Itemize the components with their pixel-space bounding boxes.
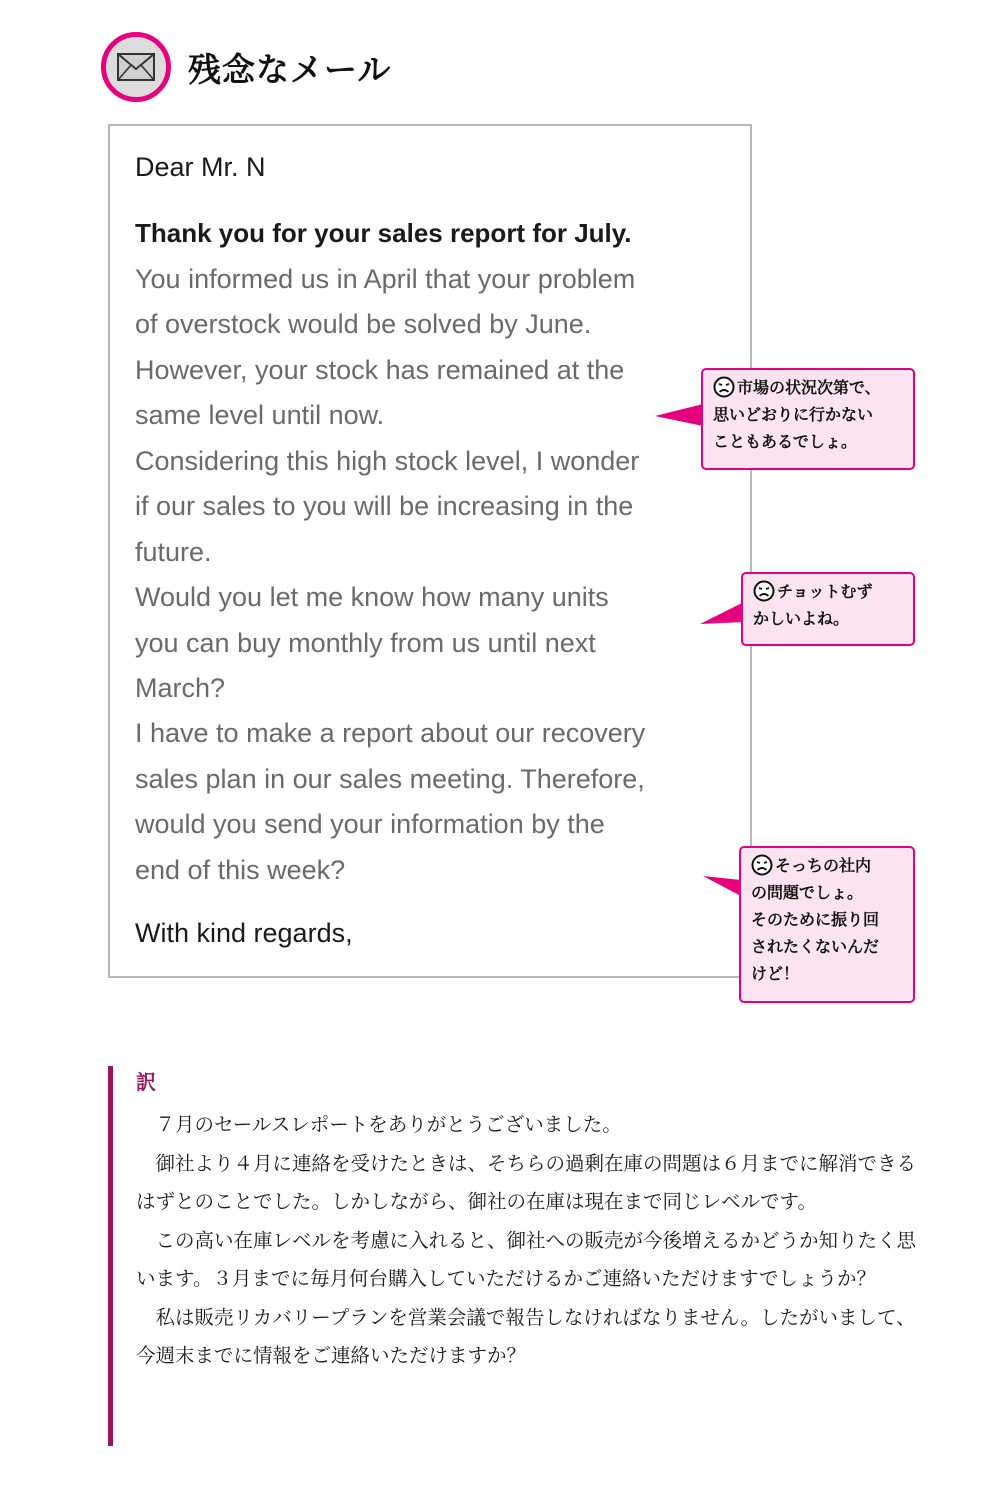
callout-text: されたくないんだ [751, 937, 880, 956]
callout-text: の問題でしょ。 [751, 883, 864, 902]
callout-text: けど！ [751, 964, 800, 983]
callout-text: チョットむず [777, 582, 873, 601]
callout-comment-3 [739, 846, 915, 1003]
email-body-line: would you send your information by the [135, 809, 605, 839]
callout-text: こともあるでしょ。 [713, 432, 857, 451]
email-opening-line: Thank you for your sales report for July. [135, 218, 632, 248]
translation-label: 訳 [136, 1070, 156, 1094]
callout-text: 思いどおりに行かない [713, 405, 874, 424]
email-body-line: I have to make a report about our recovery [135, 718, 646, 748]
email-body-line: However, your stock has remained at the [135, 355, 625, 385]
email-body-line: You informed us in April that your problem [135, 264, 636, 294]
callout-text: そっちの社内 [775, 856, 872, 875]
envelope-icon-badge [101, 32, 171, 102]
translation-paragraph: この高い在庫レベルを考慮に入れると、御社への販売が今後増えるかどうか知りたく思います。３月までに毎月何台購入していただけるかご連絡いただけますでしょうか？ [136, 1228, 917, 1290]
email-body-line: you can buy monthly from us until next [135, 628, 596, 658]
translation-text [136, 1106, 916, 1376]
callout-pointer [700, 600, 746, 626]
email-closing: With kind regards, [135, 918, 353, 948]
translation-paragraph: ７月のセールスレポートをありがとうございました。 [155, 1113, 622, 1136]
email-body-line: end of this week? [135, 855, 346, 885]
email-body-line: same level until now. [135, 400, 385, 430]
translation-paragraph: 御社より４月に連絡を受けたときは、そちらの過剰在庫の問題は６月までに解消できるはずとのことでした。しかしながら、御社の在庫は現在まで同じレベルです。 [136, 1151, 917, 1213]
translation-paragraph: 私は販売リカバリープランを営業会議で報告しなければなりません。したがいまして、今週末までに情報をご連絡いただけますか？ [136, 1305, 916, 1367]
translation-accent-bar [108, 1066, 113, 1446]
callout-comment-1 [701, 368, 915, 470]
frown-face-icon [751, 854, 773, 876]
callout-text: そのために振り回 [751, 910, 880, 929]
callout-text: かしいよね。 [753, 609, 850, 628]
email-body-line: of overstock would be solved by June. [135, 309, 592, 339]
email-body-line: future. [135, 537, 212, 567]
callout-pointer [703, 872, 743, 898]
frown-face-icon [713, 376, 735, 398]
callout-pointer [655, 402, 705, 428]
envelope-icon [117, 53, 155, 81]
email-body-line: Considering this high stock level, I wonder [135, 446, 640, 476]
email-body-line: sales plan in our sales meeting. Therefore, [135, 764, 645, 794]
email-body-line: Would you let me know how many units [135, 582, 609, 612]
frown-face-icon [753, 580, 775, 602]
email-salutation: Dear Mr. N [135, 152, 266, 182]
page-title: 残念なメール [188, 50, 392, 89]
email-body-line: if our sales to you will be increasing in the [135, 491, 634, 521]
callout-text: 市場の状況次第で、 [737, 378, 881, 397]
email-body-line: March? [135, 673, 226, 703]
callout-comment-2 [741, 572, 915, 646]
